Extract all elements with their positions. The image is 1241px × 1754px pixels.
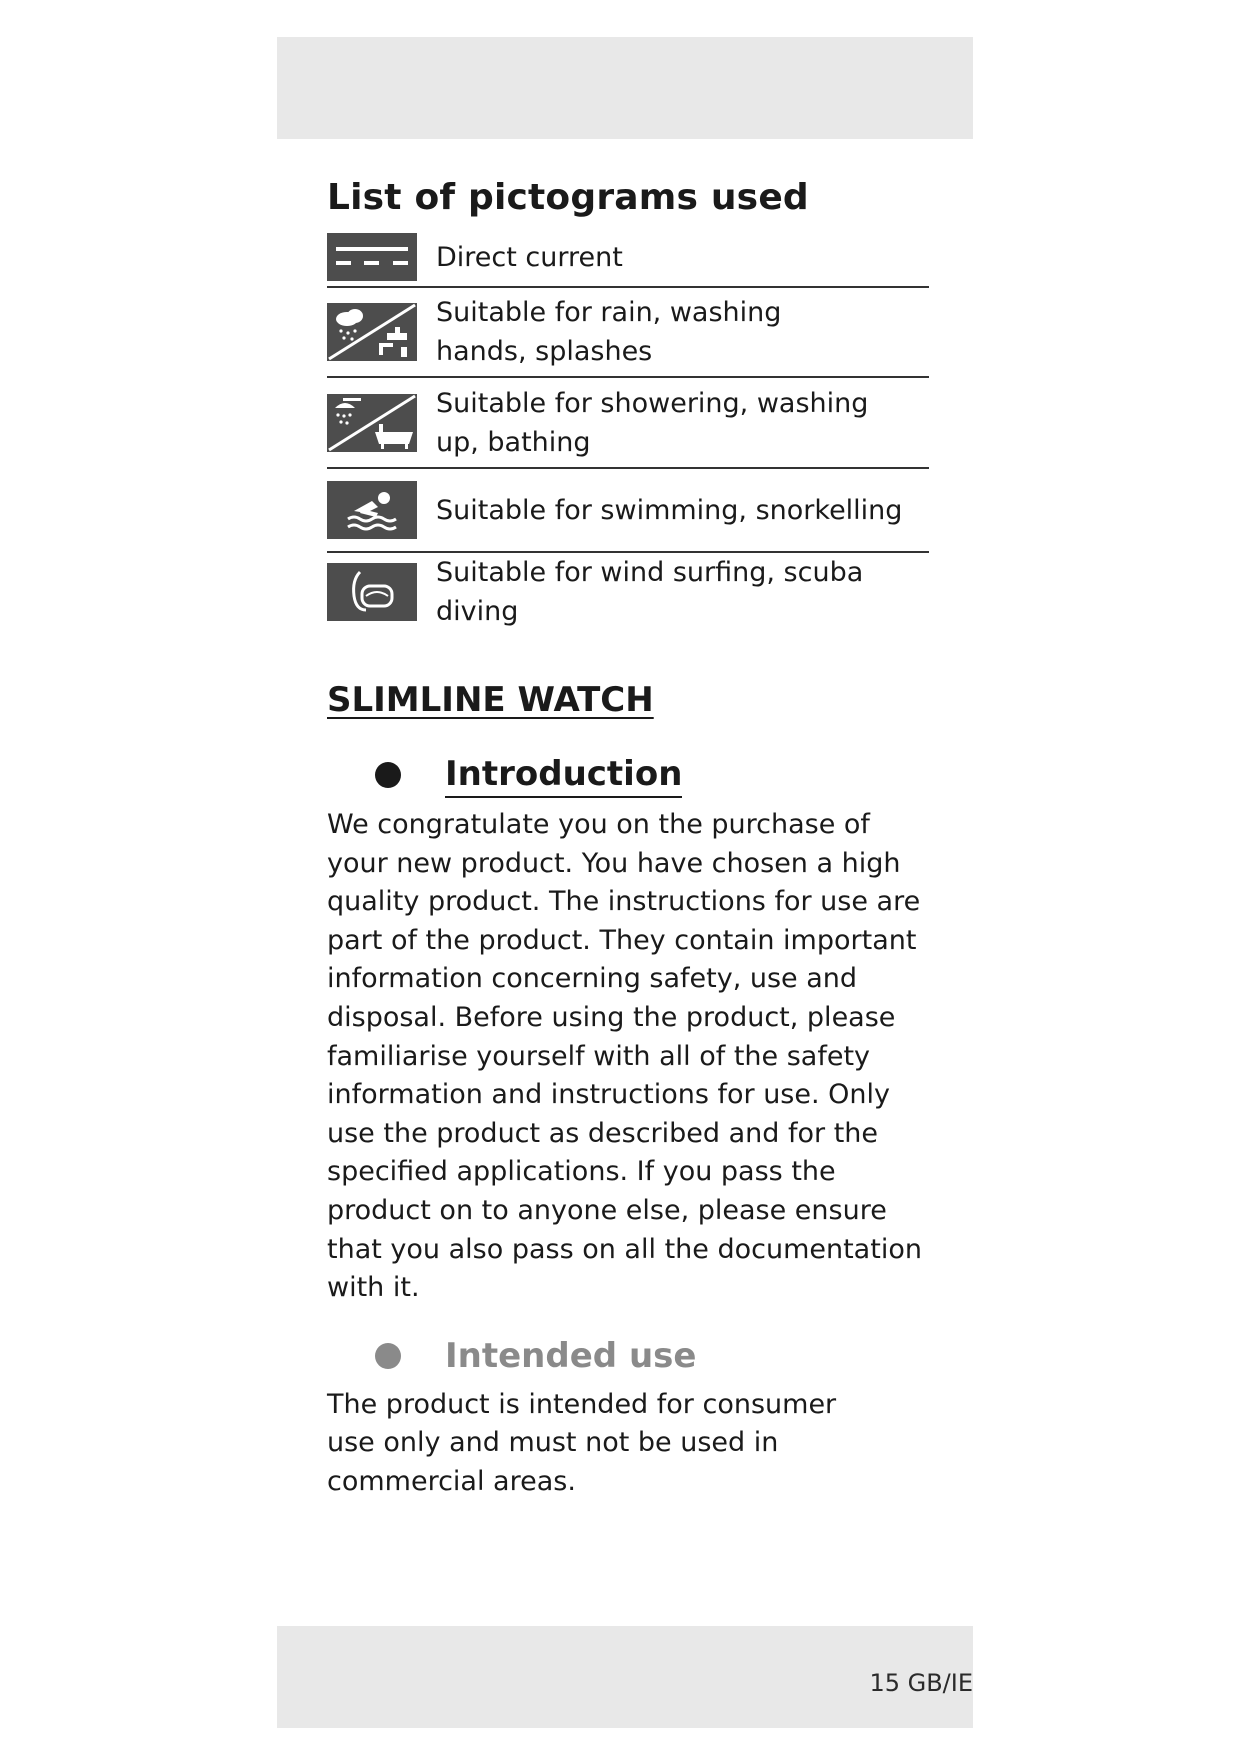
pictogram-row: [327, 553, 929, 630]
pictogram-list-title: List of pictograms used: [327, 177, 809, 218]
pictogram-label: Direct current: [436, 241, 623, 273]
rain-washing-hands-icon: [327, 303, 417, 361]
pictogram-list: [327, 228, 929, 630]
header-band: [277, 37, 973, 139]
direct-current-icon: [327, 233, 417, 281]
pictogram-label: Suitable for rain, washing hands, splashes: [436, 297, 782, 367]
pictogram-label: Suitable for wind surfing, scuba diving: [436, 556, 864, 627]
pictogram-label: Suitable for swimming, snorkelling: [436, 494, 903, 526]
showering-bathing-icon: [327, 394, 417, 452]
bullet-icon: [375, 762, 401, 788]
introduction-heading-row: [327, 752, 927, 798]
page-number: 15 GB/IE: [869, 1669, 973, 1697]
product-title: SLIMLINE WATCH: [327, 680, 654, 720]
pictogram-row: [327, 288, 929, 378]
pictogram-label: Suitable for showering, washing up, bathing: [436, 387, 869, 458]
intended-use-heading-row: [327, 1334, 927, 1378]
page-content: [327, 170, 927, 1502]
scuba-diving-icon: [327, 563, 417, 621]
footer-band: [277, 1626, 973, 1728]
intended-use-body: The product is intended for consumer use only and must not be used in commercial areas.: [327, 1388, 837, 1497]
pictogram-row: [327, 469, 929, 553]
intended-use-heading: Intended use: [445, 1335, 697, 1376]
introduction-heading: Introduction: [445, 752, 682, 798]
bullet-icon: [375, 1343, 401, 1369]
introduction-body: We congratulate you on the purchase of your new product. You have chosen a high quality product. The instructions for use are part of the product. They contain important information concerning safety, use and disposal. Before using the product, please familiarise yourself with all of the safety information and instructions for use. Only use the product as described and for the specified applications. If you pass the product on to anyone else, please ensure that you also pass on all the documentation with it.: [327, 809, 922, 1304]
swimming-icon: [327, 481, 417, 539]
pictogram-row: [327, 378, 929, 469]
pictogram-row: [327, 228, 929, 288]
